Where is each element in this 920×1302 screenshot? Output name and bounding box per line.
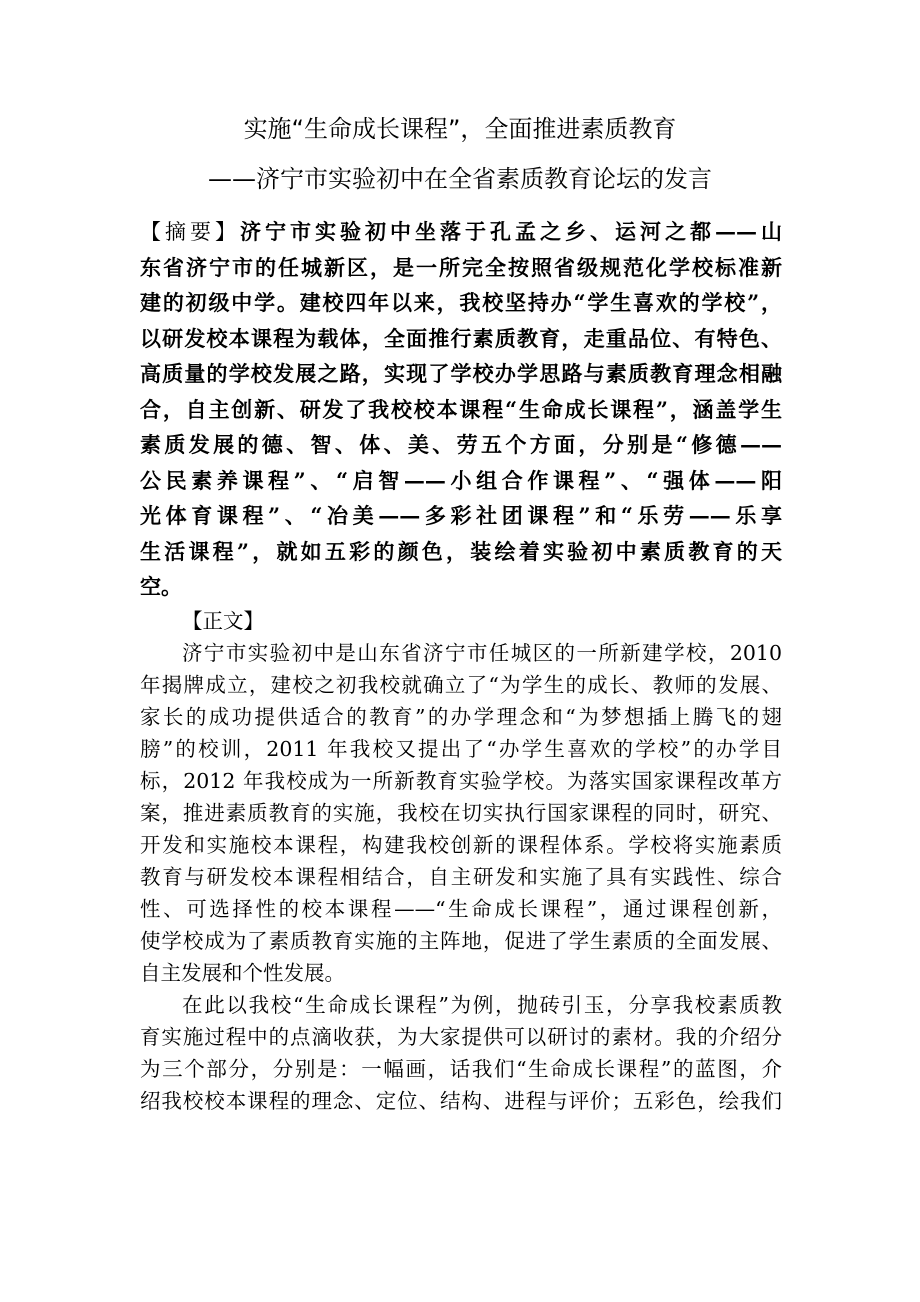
abstract-text: 济宁市实验初中坐落于孔孟之乡、运河之都——山 (240, 219, 782, 244)
abstract-line: 素质发展的德、智、体、美、劳五个方面，分别是“修德—— (140, 432, 782, 457)
document-title: 实施“生命成长课程”，全面推进素质教育 (243, 115, 677, 143)
body-line: 家长的成功提供适合的教育”的办学理念和“为梦想插上腾飞的翅 (140, 705, 782, 729)
abstract-line: 以研发校本课程为载体，全面推行素质教育，走重品位、有特色、 (140, 325, 782, 351)
abstract-line: 光体育课程”、“冶美——多彩社团课程”和“乐劳——乐享 (140, 503, 782, 528)
abstract-section (140, 214, 782, 605)
body-line: 年揭牌成立，建校之初我校就确立了“为学生的成长、教师的发展、 (140, 673, 782, 697)
document-subtitle: ——济宁市实验初中在全省素质教育论坛的发言 (208, 165, 712, 193)
abstract-line: 空。 (140, 574, 182, 599)
body-line: 济宁市实验初中是山东省济宁市任城区的一所新建学校，2010 (182, 641, 782, 665)
body-line: 膀”的校训，2011 年我校又提出了“办学生喜欢的学校”的办学目 (140, 737, 782, 761)
abstract-line: 高质量的学校发展之路，实现了学校办学思路与素质教育理念相融 (140, 361, 782, 386)
abstract-line: 合，自主创新、研发了我校校本课程“生命成长课程”，涵盖学生 (140, 396, 782, 422)
body-section (140, 605, 782, 1117)
body-line: 性、可选择性的校本课程——“生命成长课程”，通过课程创新， (140, 897, 782, 921)
abstract-label: 【摘要】 (140, 220, 240, 244)
body-line: 使学校成为了素质教育实施的主阵地，促进了学生素质的全面发展、 (140, 929, 782, 953)
abstract-line: 建的初级中学。建校四年以来，我校坚持办“学生喜欢的学校”， (140, 290, 782, 315)
body-line: 教育与研发校本课程相结合，自主研发和实施了具有实践性、综合 (140, 865, 782, 889)
body-line: 标，2012 年我校成为一所新教育实验学校。为落实国家课程改革方 (140, 769, 782, 793)
body-line: 案，推进素质教育的实施，我校在切实执行国家课程的同时，研究、 (140, 801, 782, 825)
abstract-line (140, 214, 782, 250)
abstract-line: 生活课程”，就如五彩的颜色，装绘着实验初中素质教育的天 (140, 538, 782, 564)
body-line: 开发和实施校本课程，构建我校创新的课程体系。学校将实施素质 (140, 833, 782, 857)
body-line: 育实施过程中的点滴收获，为大家提供可以研讨的素材。我的介绍分 (140, 1025, 782, 1049)
body-line: 绍我校校本课程的理念、定位、结构、进程与评价；五彩色，绘我们 (140, 1089, 782, 1113)
body-label: 【正文】 (182, 609, 264, 633)
body-line: 自主发展和个性发展。 (140, 961, 345, 985)
abstract-line: 公民素养课程”、“启智——小组合作课程”、“强体——阳 (140, 467, 782, 493)
body-line: 为三个部分，分别是：一幅画，话我们“生命成长课程”的蓝图，介 (140, 1057, 782, 1081)
abstract-line: 东省济宁市的任城新区，是一所完全按照省级规范化学校标准新 (140, 254, 782, 280)
body-line: 在此以我校“生命成长课程”为例，抛砖引玉，分享我校素质教 (182, 993, 782, 1017)
